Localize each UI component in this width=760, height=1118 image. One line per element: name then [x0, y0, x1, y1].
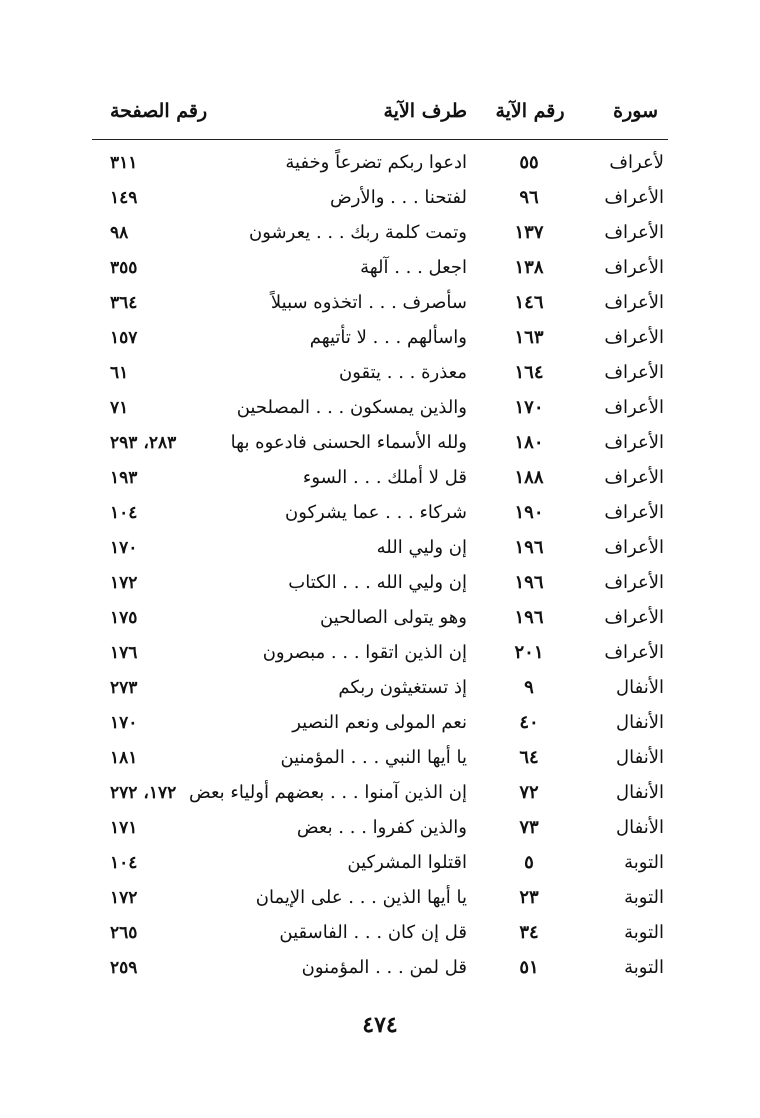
ayah-text-cell: ولله الأسماء الحسنى فادعوه بها	[230, 432, 467, 453]
ayah-number-cell: ٩٦	[519, 187, 539, 208]
surah-cell: الأعراف	[604, 187, 664, 208]
surah-cell: الأعراف	[604, 362, 664, 383]
surah-cell: الأنفال	[616, 712, 664, 733]
table-row	[0, 636, 760, 671]
ayah-number-cell: ١٣٧	[514, 222, 544, 243]
ayah-number-cell: ٦٤	[519, 747, 539, 768]
table-row	[0, 916, 760, 951]
page-number-cell: ٧١	[110, 398, 129, 418]
ayah-number-cell: ١٩٦	[514, 537, 544, 558]
ayah-text-cell: يا أيها النبي . . . المؤمنين	[280, 747, 467, 768]
table-row	[0, 251, 760, 286]
ayah-number-cell: ١٨٨	[514, 467, 544, 488]
ayah-text-cell: والذين كفروا . . . بعض	[296, 817, 467, 838]
ayah-number-cell: ١٧٠	[514, 397, 544, 418]
surah-cell: الأنفال	[616, 747, 664, 768]
surah-cell: الأعراف	[604, 327, 664, 348]
ayah-text-cell: وهو يتولى الصالحين	[320, 607, 467, 628]
ayah-text-cell: نعم المولى ونعم النصير	[292, 712, 467, 733]
page-number-cell: ١٠٤	[110, 853, 138, 873]
surah-cell: الأعراف	[604, 537, 664, 558]
table-row	[0, 776, 760, 811]
ayah-number-cell: ٧٣	[519, 817, 539, 838]
table-header	[0, 94, 760, 130]
table-row	[0, 461, 760, 496]
table-row	[0, 706, 760, 741]
page-number-cell: ٦١	[110, 363, 129, 383]
ayah-text-cell: سأصرف . . . اتخذوه سبيلاً	[270, 292, 467, 313]
page-number-cell: ١٧٠	[110, 538, 138, 558]
table-row	[0, 496, 760, 531]
ayah-number-cell: ١٨٠	[514, 432, 544, 453]
page-number-cell: ١٧١	[110, 818, 138, 838]
page-number-cell: ١٤٩	[110, 188, 138, 208]
ayah-text-cell: إذ تستغيثون ربكم	[338, 677, 467, 698]
surah-cell: الأعراف	[604, 292, 664, 313]
ayah-text-cell: قل لمن . . . المؤمنون	[301, 957, 467, 978]
table-row	[0, 566, 760, 601]
page-number-cell: ١٧٢	[110, 573, 138, 593]
surah-cell: لأعراف	[609, 152, 664, 173]
ayah-number-cell: ١٩٦	[514, 572, 544, 593]
header-surah: سورة	[613, 100, 658, 122]
ayah-text-cell: إن وليي الله	[376, 537, 467, 558]
ayah-number-cell: ١٦٣	[514, 327, 544, 348]
table-row	[0, 181, 760, 216]
ayah-number-cell: ٥٥	[519, 152, 539, 173]
table-row	[0, 356, 760, 391]
surah-cell: التوبة	[624, 957, 664, 978]
ayah-number-cell: ٢٣	[519, 887, 539, 908]
ayah-text-cell: إن الذين اتقوا . . . مبصرون	[262, 642, 467, 663]
ayah-number-cell: ١٣٨	[514, 257, 544, 278]
ayah-number-cell: ٥١	[519, 957, 539, 978]
header-page-number: رقم الصفحة	[110, 100, 208, 122]
ayah-number-cell: ١٩٦	[514, 607, 544, 628]
surah-cell: التوبة	[624, 852, 664, 873]
ayah-text-cell: قل إن كان . . . الفاسقين	[279, 922, 467, 943]
surah-cell: الأعراف	[604, 257, 664, 278]
ayah-text-cell: شركاء . . . عما يشركون	[284, 502, 467, 523]
ayah-text-cell: واسألهم . . . لا تأتيهم	[309, 327, 467, 348]
surah-cell: التوبة	[624, 887, 664, 908]
ayah-number-cell: ٥	[524, 852, 534, 873]
table-row	[0, 811, 760, 846]
surah-cell: الأعراف	[604, 467, 664, 488]
page-number-cell: ٢٧٣	[110, 678, 138, 698]
page-number-cell: ٢٥٩	[110, 958, 138, 978]
ayah-text-cell: معذرة . . . يتقون	[338, 362, 467, 383]
table-row	[0, 881, 760, 916]
ayah-text-cell: إن الذين آمنوا . . . بعضهم أولياء بعض	[188, 782, 467, 803]
ayah-number-cell: ٤٠	[519, 712, 539, 733]
header-ayah-text: طرف الآية	[383, 100, 467, 122]
page-number-cell: ١٥٧	[110, 328, 138, 348]
ayah-number-cell: ١٩٠	[514, 502, 544, 523]
ayah-number-cell: ١٦٤	[514, 362, 544, 383]
ayah-text-cell: اجعل . . . آلهة	[360, 257, 467, 278]
page-number-cell: ٢٦٥	[110, 923, 138, 943]
surah-cell: الأعراف	[604, 572, 664, 593]
table-row	[0, 671, 760, 706]
page-number-cell: ١٧٦	[110, 643, 138, 663]
page-number-cell: ٣٦٤	[110, 293, 138, 313]
surah-cell: الأعراف	[604, 502, 664, 523]
ayah-text-cell: إن وليي الله . . . الكتاب	[288, 572, 467, 593]
table-row	[0, 321, 760, 356]
ayah-text-cell: وتمت كلمة ربك . . . يعرشون	[249, 222, 467, 243]
ayah-text-cell: قل لا أملك . . . السوء	[302, 467, 467, 488]
surah-cell: الأعراف	[604, 397, 664, 418]
page-number-cell: ١٨١	[110, 748, 138, 768]
surah-cell: الأعراف	[604, 642, 664, 663]
page-number-cell: ١٩٣	[110, 468, 138, 488]
surah-cell: التوبة	[624, 922, 664, 943]
page-number-cell: ١٧٢	[110, 888, 138, 908]
table-row	[0, 531, 760, 566]
surah-cell: الأنفال	[616, 817, 664, 838]
table-body	[0, 146, 760, 986]
table-row	[0, 146, 760, 181]
ayah-number-cell: ١٤٦	[514, 292, 544, 313]
page-number-cell: ١٧٢، ٢٧٢	[110, 783, 177, 803]
ayah-text-cell: والذين يمسكون . . . المصلحين	[236, 397, 467, 418]
surah-cell: الأعراف	[604, 222, 664, 243]
page-number-cell: ١٠٤	[110, 503, 138, 523]
ayah-text-cell: ادعوا ربكم تضرعاً وخفية	[285, 152, 467, 173]
page-number-cell: ٢٨٣، ٢٩٣	[110, 433, 177, 453]
table-row	[0, 286, 760, 321]
table-row	[0, 601, 760, 636]
table-row	[0, 426, 760, 461]
page-number-cell: ٩٨	[110, 223, 129, 243]
header-divider	[92, 139, 668, 140]
table-row	[0, 741, 760, 776]
ayah-number-cell: ٧٢	[519, 782, 539, 803]
ayah-text-cell: اقتلوا المشركين	[347, 852, 467, 873]
surah-cell: الأنفال	[616, 782, 664, 803]
ayah-text-cell: لفتحنا . . . والأرض	[329, 187, 467, 208]
page-number-cell: ١٧٠	[110, 713, 138, 733]
ayah-number-cell: ٣٤	[519, 922, 539, 943]
page-number: ٤٧٤	[362, 1012, 398, 1038]
ayah-text-cell: يا أيها الذين . . . على الإيمان	[255, 887, 467, 908]
table-row	[0, 846, 760, 881]
page-number-cell: ٣٥٥	[110, 258, 138, 278]
surah-cell: الأنفال	[616, 677, 664, 698]
ayah-number-cell: ٩	[524, 677, 534, 698]
surah-cell: الأعراف	[604, 607, 664, 628]
header-ayah-number: رقم الآية	[495, 100, 565, 122]
page-number-cell: ٣١١	[110, 153, 138, 173]
page-number-cell: ١٧٥	[110, 608, 138, 628]
table-row	[0, 391, 760, 426]
surah-cell: الأعراف	[604, 432, 664, 453]
ayah-number-cell: ٢٠١	[514, 642, 544, 663]
table-row	[0, 216, 760, 251]
table-row	[0, 951, 760, 986]
